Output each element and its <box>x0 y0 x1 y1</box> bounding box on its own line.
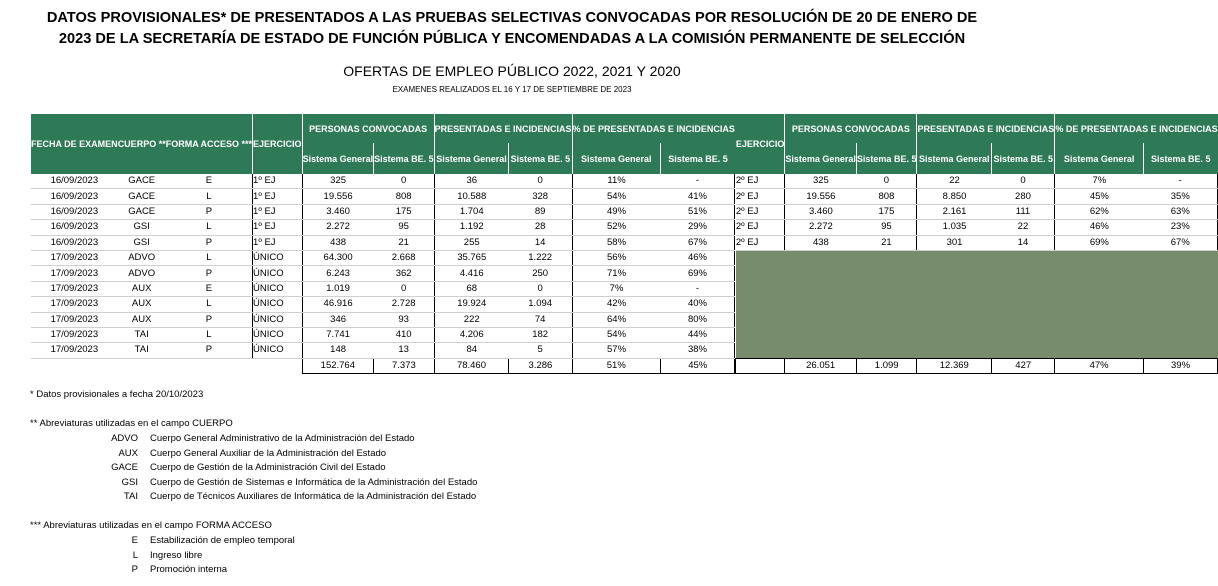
cell-fecha: 16/09/2023 <box>31 220 118 235</box>
header-forma-acceso: FORMA ACCESO *** <box>166 114 253 174</box>
cell-forma: P <box>166 204 253 219</box>
cell-convocadas-general-2: 325 <box>785 174 857 189</box>
cell-convocadas-be5: 93 <box>374 312 435 327</box>
totals-row <box>31 358 1218 373</box>
cell-pct-general: 52% <box>572 220 661 235</box>
cell-convocadas-be5: 410 <box>374 327 435 342</box>
total-convocadas-general-2: 26.051 <box>785 358 857 373</box>
cell-convocadas-be5: 2.728 <box>374 297 435 312</box>
cell-convocadas-be5: 95 <box>374 220 435 235</box>
cell-pct-general: 54% <box>572 189 661 204</box>
cell-convocadas-general-2: 19.556 <box>785 189 857 204</box>
results-table <box>31 114 1218 374</box>
cell-presentadas-be5: 250 <box>509 266 572 281</box>
subheader-general: Sistema General <box>1055 143 1144 174</box>
cell-forma: P <box>166 312 253 327</box>
cell-convocadas-general: 438 <box>302 235 374 250</box>
cell-convocadas-be5-2: 808 <box>856 189 917 204</box>
cell-presentadas-be5: 74 <box>509 312 572 327</box>
table-row <box>31 189 1218 204</box>
cell-presentadas-general: 4.206 <box>434 327 509 342</box>
cell-cuerpo: AUX <box>118 312 166 327</box>
cell-presentadas-be5: 182 <box>509 327 572 342</box>
cell-forma: P <box>166 266 253 281</box>
abbreviation-description: Ingreso libre <box>150 549 203 561</box>
header-fecha: FECHA DE EXAMEN <box>31 114 118 174</box>
abbreviation-description: Cuerpo de Gestión de Sistemas e Informática de la Administración del Estado <box>150 476 478 488</box>
cell-ejercicio-2: 2º EJ <box>736 235 785 250</box>
total-pct-general: 51% <box>572 358 661 373</box>
cell-pct-be5: 51% <box>661 204 735 219</box>
cell-convocadas-general: 346 <box>302 312 374 327</box>
cell-convocadas-general: 325 <box>302 174 374 189</box>
title-line-1: DATOS PROVISIONALES* DE PRESENTADOS A LAS PRUEBAS SELECTIVAS CONVOCADAS POR RESOLUCIÓN DE 20 DE ENERO DE <box>46 10 978 26</box>
abbreviation-code: L <box>132 549 138 561</box>
cell-presentadas-general-2: 22 <box>917 174 992 189</box>
cell-presentadas-be5: 328 <box>509 189 572 204</box>
totals-ejercicio-blank <box>736 358 785 373</box>
abbreviation-description: Cuerpo de Gestión de la Administración Civil del Estado <box>150 462 386 474</box>
cell-cuerpo: GSI <box>118 220 166 235</box>
cell-cuerpo: AUX <box>118 281 166 296</box>
cell-pct-be5: 67% <box>661 235 735 250</box>
total-presentadas-general: 78.460 <box>434 358 509 373</box>
cell-fecha: 16/09/2023 <box>31 174 118 189</box>
cell-forma: E <box>166 174 253 189</box>
subheader-be5: Sistema BE. 5 <box>509 143 572 174</box>
cell-convocadas-general-2: 438 <box>785 235 857 250</box>
cell-gap <box>735 343 736 358</box>
cell-pct-be5: 44% <box>661 327 735 342</box>
subheader-be5: Sistema BE. 5 <box>374 143 435 174</box>
cell-convocadas-general: 46.916 <box>302 297 374 312</box>
cell-cuerpo: GACE <box>118 204 166 219</box>
cell-convocadas-be5: 175 <box>374 204 435 219</box>
subheader-general: Sistema General <box>785 143 857 174</box>
cell-forma: L <box>166 327 253 342</box>
header-presentadas-2: PRESENTADAS E INCIDENCIAS <box>917 114 1055 143</box>
cell-convocadas-be5: 21 <box>374 235 435 250</box>
cell-convocadas-be5-2: 95 <box>856 220 917 235</box>
cell-ejercicio: 1º EJ <box>253 189 303 204</box>
cell-presentadas-be5: 89 <box>509 204 572 219</box>
cell-presentadas-general: 255 <box>434 235 509 250</box>
total-presentadas-be5: 3.286 <box>509 358 572 373</box>
cell-presentadas-be5: 0 <box>509 174 572 189</box>
header-convocadas-2: PERSONAS CONVOCADAS <box>785 114 917 143</box>
cell-presentadas-be5: 0 <box>509 281 572 296</box>
cell-ejercicio: ÚNICO <box>253 297 303 312</box>
cell-pct-general-2: 45% <box>1055 189 1144 204</box>
cell-presentadas-be5-2: 0 <box>992 174 1055 189</box>
not-applicable-block <box>736 250 1218 358</box>
cell-pct-be5: 29% <box>661 220 735 235</box>
header-pct-1: % DE PRESENTADAS E INCIDENCIAS <box>572 114 735 143</box>
cell-pct-be5: 80% <box>661 312 735 327</box>
cell-fecha: 16/09/2023 <box>31 189 118 204</box>
cell-presentadas-be5-2: 111 <box>992 204 1055 219</box>
cell-presentadas-general: 4.416 <box>434 266 509 281</box>
header-ejercicio-2: EJERCICIO <box>736 114 785 174</box>
cell-ejercicio: ÚNICO <box>253 250 303 265</box>
total-presentadas-be5-2: 427 <box>992 358 1055 373</box>
cell-pct-be5-2: 63% <box>1143 204 1217 219</box>
results-table-body <box>31 174 1218 373</box>
cell-convocadas-general: 148 <box>302 343 374 358</box>
total-pct-be5-2: 39% <box>1143 358 1217 373</box>
total-convocadas-be5: 7.373 <box>374 358 435 373</box>
cell-ejercicio-2: 2º EJ <box>736 220 785 235</box>
table-row <box>31 174 1218 189</box>
abbreviation-description: Cuerpo General Auxiliar de la Administración del Estado <box>150 447 387 459</box>
cell-pct-be5: 38% <box>661 343 735 358</box>
cell-pct-general-2: 46% <box>1055 220 1144 235</box>
cell-gap <box>735 327 736 342</box>
cell-fecha: 17/09/2023 <box>31 297 118 312</box>
cell-cuerpo: TAI <box>118 327 166 342</box>
cell-pct-general: 64% <box>572 312 661 327</box>
cell-pct-be5-2: - <box>1143 174 1217 189</box>
cell-cuerpo: TAI <box>118 343 166 358</box>
subheader-be5: Sistema BE. 5 <box>856 143 917 174</box>
cell-pct-general: 57% <box>572 343 661 358</box>
cell-convocadas-be5: 808 <box>374 189 435 204</box>
cell-convocadas-general-2: 3.460 <box>785 204 857 219</box>
cell-convocadas-be5: 0 <box>374 174 435 189</box>
cell-pct-general: 7% <box>572 281 661 296</box>
subheader-be5: Sistema BE. 5 <box>992 143 1055 174</box>
cell-pct-general-2: 69% <box>1055 235 1144 250</box>
table-row <box>31 220 1218 235</box>
cell-pct-general: 49% <box>572 204 661 219</box>
cell-convocadas-general: 1.019 <box>302 281 374 296</box>
cell-presentadas-general: 19.924 <box>434 297 509 312</box>
cell-presentadas-be5-2: 280 <box>992 189 1055 204</box>
document-subtitle: OFERTAS DE EMPLEO PÚBLICO 2022, 2021 Y 2020 <box>343 63 681 79</box>
total-convocadas-general: 152.764 <box>302 358 374 373</box>
cell-ejercicio-2: 2º EJ <box>736 174 785 189</box>
cell-cuerpo: GACE <box>118 189 166 204</box>
cell-fecha: 17/09/2023 <box>31 343 118 358</box>
cell-presentadas-general: 1.192 <box>434 220 509 235</box>
abbreviation-code: P <box>131 564 138 576</box>
abbreviation-code: GSI <box>121 476 138 488</box>
cell-forma: L <box>166 189 253 204</box>
cell-pct-be5: - <box>661 174 735 189</box>
cell-forma: L <box>166 220 253 235</box>
cell-cuerpo: GACE <box>118 174 166 189</box>
cell-convocadas-general: 7.741 <box>302 327 374 342</box>
cell-pct-be5-2: 23% <box>1143 220 1217 235</box>
cell-pct-general: 56% <box>572 250 661 265</box>
cell-presentadas-general: 222 <box>434 312 509 327</box>
cell-pct-general: 58% <box>572 235 661 250</box>
subheader-general: Sistema General <box>572 143 661 174</box>
cell-presentadas-general: 68 <box>434 281 509 296</box>
abbreviation-code: GACE <box>111 462 138 474</box>
total-pct-general-2: 47% <box>1055 358 1144 373</box>
cell-ejercicio: 1º EJ <box>253 204 303 219</box>
cell-ejercicio: 1º EJ <box>253 220 303 235</box>
cell-presentadas-general: 1.704 <box>434 204 509 219</box>
subheader-be5: Sistema BE. 5 <box>661 143 735 174</box>
cell-pct-be5: 41% <box>661 189 735 204</box>
cell-ejercicio-2: 2º EJ <box>736 189 785 204</box>
cell-convocadas-be5-2: 21 <box>856 235 917 250</box>
cell-fecha: 17/09/2023 <box>31 250 118 265</box>
total-convocadas-be5-2: 1.099 <box>856 358 917 373</box>
abbreviation-description: Cuerpo de Técnicos Auxiliares de Informática de la Administración del Estado <box>150 491 477 503</box>
table-row <box>31 250 1218 265</box>
cell-presentadas-general-2: 301 <box>917 235 992 250</box>
subheader-general: Sistema General <box>302 143 374 174</box>
title-line-2: 2023 DE LA SECRETARÍA DE ESTADO DE FUNCIÓN PÚBLICA Y ENCOMENDADAS A LA COMISIÓN PERMANENTE DE SELECCIÓN <box>58 31 966 47</box>
cell-convocadas-be5-2: 175 <box>856 204 917 219</box>
cell-presentadas-be5: 5 <box>509 343 572 358</box>
note-cuerpo-title: ** Abreviaturas utilizadas en el campo CUERPO <box>30 418 233 429</box>
total-pct-be5: 45% <box>661 358 735 373</box>
cell-cuerpo: GSI <box>118 235 166 250</box>
cell-gap <box>735 266 736 281</box>
cell-presentadas-be5: 14 <box>509 235 572 250</box>
header-pct-2: % DE PRESENTADAS E INCIDENCIAS <box>1055 114 1218 143</box>
cell-forma: P <box>166 343 253 358</box>
cell-convocadas-general: 19.556 <box>302 189 374 204</box>
cell-convocadas-be5: 362 <box>374 266 435 281</box>
abbreviation-description: Cuerpo General Administrativo de la Administración del Estado <box>150 433 415 444</box>
cell-forma: L <box>166 297 253 312</box>
cell-presentadas-general: 36 <box>434 174 509 189</box>
cell-fecha: 16/09/2023 <box>31 235 118 250</box>
abbreviation-code: TAI <box>123 491 138 503</box>
cell-pct-general: 54% <box>572 327 661 342</box>
cell-convocadas-be5: 2.668 <box>374 250 435 265</box>
cell-presentadas-general-2: 2.161 <box>917 204 992 219</box>
cell-pct-be5: 46% <box>661 250 735 265</box>
cell-presentadas-general: 35.765 <box>434 250 509 265</box>
cell-presentadas-be5: 1.222 <box>509 250 572 265</box>
cell-pct-be5-2: 67% <box>1143 235 1217 250</box>
cell-forma: L <box>166 250 253 265</box>
cell-cuerpo: ADVO <box>118 250 166 265</box>
cell-pct-general: 42% <box>572 297 661 312</box>
cell-pct-be5: 69% <box>661 266 735 281</box>
cell-convocadas-general: 2.272 <box>302 220 374 235</box>
cell-convocadas-general-2: 2.272 <box>785 220 857 235</box>
header-presentadas-1: PRESENTADAS E INCIDENCIAS <box>434 114 572 143</box>
table-row <box>31 204 1218 219</box>
abbreviation-code: ADVO <box>111 433 138 444</box>
cell-presentadas-general-2: 1.035 <box>917 220 992 235</box>
totals-label-blank <box>31 358 302 373</box>
cell-presentadas-be5: 28 <box>509 220 572 235</box>
cell-ejercicio: ÚNICO <box>253 312 303 327</box>
cell-pct-be5-2: 35% <box>1143 189 1217 204</box>
table-row <box>31 235 1218 250</box>
cell-ejercicio: 1º EJ <box>253 235 303 250</box>
cell-gap <box>735 281 736 296</box>
cell-pct-be5: 40% <box>661 297 735 312</box>
cell-convocadas-general: 64.300 <box>302 250 374 265</box>
cell-ejercicio: ÚNICO <box>253 343 303 358</box>
cell-pct-general: 11% <box>572 174 661 189</box>
cell-fecha: 17/09/2023 <box>31 327 118 342</box>
total-presentadas-general-2: 12.369 <box>917 358 992 373</box>
subheader-general: Sistema General <box>434 143 509 174</box>
header-ejercicio-1: EJERCICIO <box>253 114 303 174</box>
abbreviation-description: Estabilización de empleo temporal <box>150 535 295 546</box>
cell-cuerpo: AUX <box>118 297 166 312</box>
cell-fecha: 16/09/2023 <box>31 204 118 219</box>
cell-presentadas-general-2: 8.850 <box>917 189 992 204</box>
subheader-be5: Sistema BE. 5 <box>1143 143 1217 174</box>
cell-ejercicio-2: 2º EJ <box>736 204 785 219</box>
abbreviation-description: Promoción interna <box>150 564 228 576</box>
abbreviation-code: E <box>131 535 138 546</box>
cell-convocadas-general: 6.243 <box>302 266 374 281</box>
cell-gap <box>735 312 736 327</box>
cell-convocadas-be5-2: 0 <box>856 174 917 189</box>
abbreviation-code: AUX <box>118 447 138 459</box>
cell-ejercicio: ÚNICO <box>253 327 303 342</box>
cell-presentadas-general: 84 <box>434 343 509 358</box>
cell-forma: E <box>166 281 253 296</box>
cell-fecha: 17/09/2023 <box>31 281 118 296</box>
cell-presentadas-be5-2: 22 <box>992 220 1055 235</box>
cell-fecha: 17/09/2023 <box>31 266 118 281</box>
cell-pct-general-2: 62% <box>1055 204 1144 219</box>
cell-gap <box>735 297 736 312</box>
cell-ejercicio: 1º EJ <box>253 174 303 189</box>
cell-presentadas-be5-2: 14 <box>992 235 1055 250</box>
document-title <box>0 8 1024 50</box>
note-provisional: * Datos provisionales a fecha 20/10/2023 <box>30 389 204 400</box>
header-cuerpo: CUERPO ** <box>118 114 166 174</box>
cell-cuerpo: ADVO <box>118 266 166 281</box>
header-convocadas-1: PERSONAS CONVOCADAS <box>302 114 434 143</box>
cell-forma: P <box>166 235 253 250</box>
cell-pct-be5: - <box>661 281 735 296</box>
note-forma-title: *** Abreviaturas utilizadas en el campo FORMA ACCESO <box>30 520 272 531</box>
cell-fecha: 17/09/2023 <box>31 312 118 327</box>
cell-convocadas-be5: 0 <box>374 281 435 296</box>
cell-ejercicio: ÚNICO <box>253 266 303 281</box>
exam-dates-caption: EXAMENES REALIZADOS EL 16 Y 17 DE SEPTIEMBRE DE 2023 <box>392 85 632 94</box>
subheader-general: Sistema General <box>917 143 992 174</box>
cell-presentadas-general: 10.588 <box>434 189 509 204</box>
cell-convocadas-be5: 13 <box>374 343 435 358</box>
cell-convocadas-general: 3.460 <box>302 204 374 219</box>
cell-pct-general-2: 7% <box>1055 174 1144 189</box>
cell-ejercicio: ÚNICO <box>253 281 303 296</box>
cell-presentadas-be5: 1.094 <box>509 297 572 312</box>
cell-pct-general: 71% <box>572 266 661 281</box>
